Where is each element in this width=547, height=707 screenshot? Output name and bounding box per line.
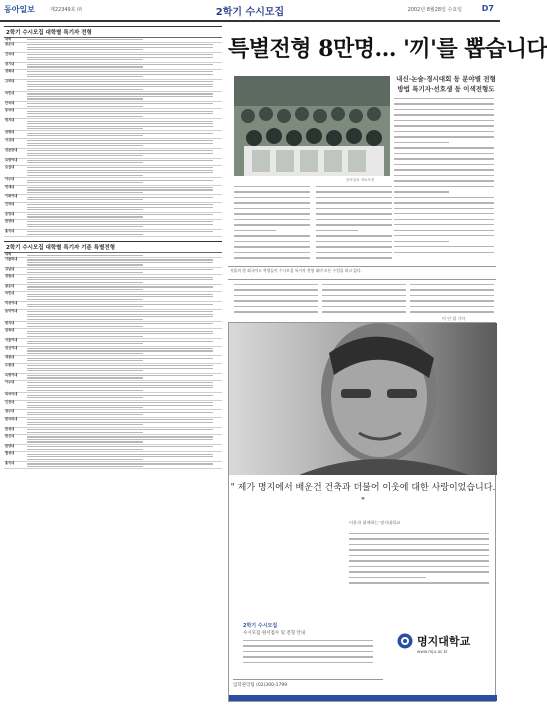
section-title: 2학기 수시모집 [215,7,285,18]
special-admission-table [4,38,222,237]
row-detail [26,92,222,102]
row-label: 동국대 [4,109,26,119]
row-label: 경기대 [4,62,26,69]
table-row [4,52,222,62]
row-detail [26,185,222,195]
row-label: 서강대 [4,138,26,148]
row-label: 덕성여대 [4,302,26,309]
row-label: 서울여대 [4,339,26,346]
table-row [4,292,222,302]
table-row [4,321,222,328]
table-row [4,101,222,108]
table-row [4,109,222,119]
row-detail [26,212,222,219]
table-row [4,302,222,309]
row-label: 강남대 [4,267,26,274]
table-row [4,309,222,321]
row-label: 숙명여대 [4,373,26,380]
row-label: 명지대 [4,119,26,131]
admissions-tables [4,26,222,702]
ad-phone: 입학관리팀 (02)300-1799 [233,679,383,690]
row-label: 한성대 [4,427,26,434]
row-label: 홍익대 [4,462,26,469]
row-detail [26,427,222,434]
row-label: 단국대 [4,101,26,108]
university-advertisement [228,322,496,702]
article-body-col-2 [234,186,310,264]
table-row [4,79,222,91]
table-row [4,92,222,102]
row-detail [26,62,222,69]
university-logo-block [397,633,493,654]
article-photo [234,76,390,176]
table-row [4,275,222,285]
row-detail [26,267,222,274]
table-row [4,185,222,195]
row-detail [26,346,222,356]
special-criteria-table [4,253,222,469]
row-detail [26,119,222,131]
row-label: 세종대 [4,356,26,363]
row-detail [26,258,222,268]
row-label: 건국대 [4,52,26,62]
row-detail [26,321,222,328]
row-detail [26,309,222,321]
table-row [4,148,222,158]
table-row [4,427,222,434]
row-detail [26,356,222,363]
article-body-col-4 [234,284,318,318]
table-row [4,363,222,373]
issue-date: 2002년 8월28일 수요일 [407,7,462,13]
row-detail [26,373,222,380]
row-detail [26,165,222,177]
table-row [4,178,222,185]
row-detail [26,69,222,79]
table-row [4,212,222,219]
table-row [4,267,222,274]
paper-name: 동아일보 [4,5,35,14]
row-label: 국민대 [4,292,26,302]
article-body-col-6 [410,284,494,318]
row-detail [26,148,222,158]
table-row [4,138,222,148]
row-detail [26,435,222,445]
row-detail [26,138,222,148]
table-row [4,158,222,165]
row-label: 대학 [4,38,26,42]
row-label: 고려대 [4,79,26,91]
row-detail [26,380,222,392]
table-row [4,452,222,462]
article-body-col-3 [316,186,392,264]
page-number: D7 [481,4,494,13]
row-label: 동덕여대 [4,309,26,321]
table-row [4,165,222,177]
table-row [4,131,222,138]
row-detail [26,393,222,400]
row-label: 숭실대 [4,165,26,177]
table-row [4,339,222,346]
row-label: 아주대 [4,380,26,392]
row-label: 홍익대 [4,229,26,236]
row-label: 협성대 [4,452,26,462]
table-row [4,69,222,79]
row-detail [26,285,222,292]
row-label: 국민대 [4,92,26,102]
row-detail [26,178,222,185]
table-row [4,258,222,268]
students-photo-illustration [234,76,390,176]
row-detail [26,42,222,52]
row-label: 상명대 [4,131,26,138]
row-detail [26,410,222,417]
ad-info [243,623,379,667]
row-label: 이화여대 [4,195,26,202]
table-row [4,346,222,356]
table-row [4,462,222,469]
row-detail [26,400,222,410]
table-row [4,400,222,410]
row-detail [26,329,222,339]
row-label: 청주대 [4,410,26,417]
ad-body-text [349,533,489,593]
table-1-title: 2학기 수시모집 대학별 특기자 전형 [4,26,222,38]
row-detail [26,363,222,373]
table-row [4,393,222,400]
row-detail [26,417,222,427]
row-detail [26,131,222,138]
row-label: 숙명여대 [4,158,26,165]
ad-portrait [229,323,497,475]
university-emblem-icon [397,633,413,649]
ad-quote: " 제가 명지에서 배운건 건축과 더불어 이웃에 대한 사랑이었습니다. " [230,483,496,507]
headline: 특별전형 8만명… '끼'를 뽑습니다 [228,36,547,62]
row-detail [26,462,222,469]
row-label: 인천대 [4,400,26,410]
ad-bottom-bar [229,695,497,701]
headline-deck: 내신·논술·경시대회 등 분야별 전형 방법 특기자·선호생 등 이색전형도 [396,75,496,93]
row-detail [26,109,222,119]
row-label: 수원대 [4,363,26,373]
row-detail [26,302,222,309]
photo-credit: 동아일보 자료사진 [346,178,375,182]
article-area [228,26,547,702]
row-detail [26,79,222,91]
table-row [4,285,222,292]
row-detail [26,292,222,302]
article-body-col-1 [394,98,494,258]
row-label: 광운대 [4,285,26,292]
masthead [0,0,500,22]
row-label: 외국어대 [4,393,26,400]
row-label: 한국외대 [4,417,26,427]
ad-info-title: 2학기 수시모집 [243,623,278,629]
row-label: 한양대 [4,444,26,451]
row-detail [26,202,222,212]
table-row [4,373,222,380]
row-label: 인하대 [4,202,26,212]
issue-number: 제22349호 ㈜ [50,7,83,13]
ad-attribution: 이웃과 함께하는 명지대학교 [349,520,401,525]
row-detail [26,229,222,236]
table-row [4,417,222,427]
row-detail [26,52,222,62]
table-row [4,444,222,451]
row-detail [26,452,222,462]
row-label: 성신여대 [4,346,26,356]
university-url[interactable]: www.mju.ac.kr [417,649,448,654]
table-row [4,119,222,131]
row-detail [26,219,222,229]
row-detail [26,339,222,346]
table-row [4,219,222,229]
row-label: 중앙대 [4,212,26,219]
row-label: 경희대 [4,69,26,79]
table-2-title: 2학기 수시모집 대학별 특기자 기준 특별전형 [4,241,222,253]
table-row [4,380,222,392]
table-row [4,435,222,445]
row-label: 성균관대 [4,148,26,158]
ad-info-text: 수시모집 원서접수 및 전형 안내 [243,631,306,636]
row-label: 한신대 [4,435,26,445]
row-label: 삼육대 [4,329,26,339]
row-detail [26,275,222,285]
row-detail [26,195,222,202]
row-label: 광운대 [4,42,26,52]
photo-caption: 서울의 한 외국어고 학생들이 수시모집 특기자 전형 대비 토론 수업을 하고 있다. [228,266,496,280]
university-name: 명지대학교 [417,635,471,648]
row-label: 대학 [4,253,26,257]
table-row [4,329,222,339]
table-row [4,410,222,417]
row-label: 아주대 [4,178,26,185]
table-row [4,195,222,202]
article-body-col-5 [322,284,406,318]
row-label: 가톨릭대 [4,258,26,268]
row-detail [26,444,222,451]
byline: 이 인 철 기자 [442,316,466,321]
row-detail [26,158,222,165]
table-row [4,42,222,52]
man-portrait-illustration [229,323,497,475]
table-row [4,62,222,69]
table-row [4,229,222,236]
row-label: 명지대 [4,321,26,328]
row-label: 경원대 [4,275,26,285]
table-row [4,356,222,363]
row-label: 연세대 [4,185,26,195]
row-detail [26,101,222,108]
row-label: 한양대 [4,219,26,229]
table-row [4,202,222,212]
